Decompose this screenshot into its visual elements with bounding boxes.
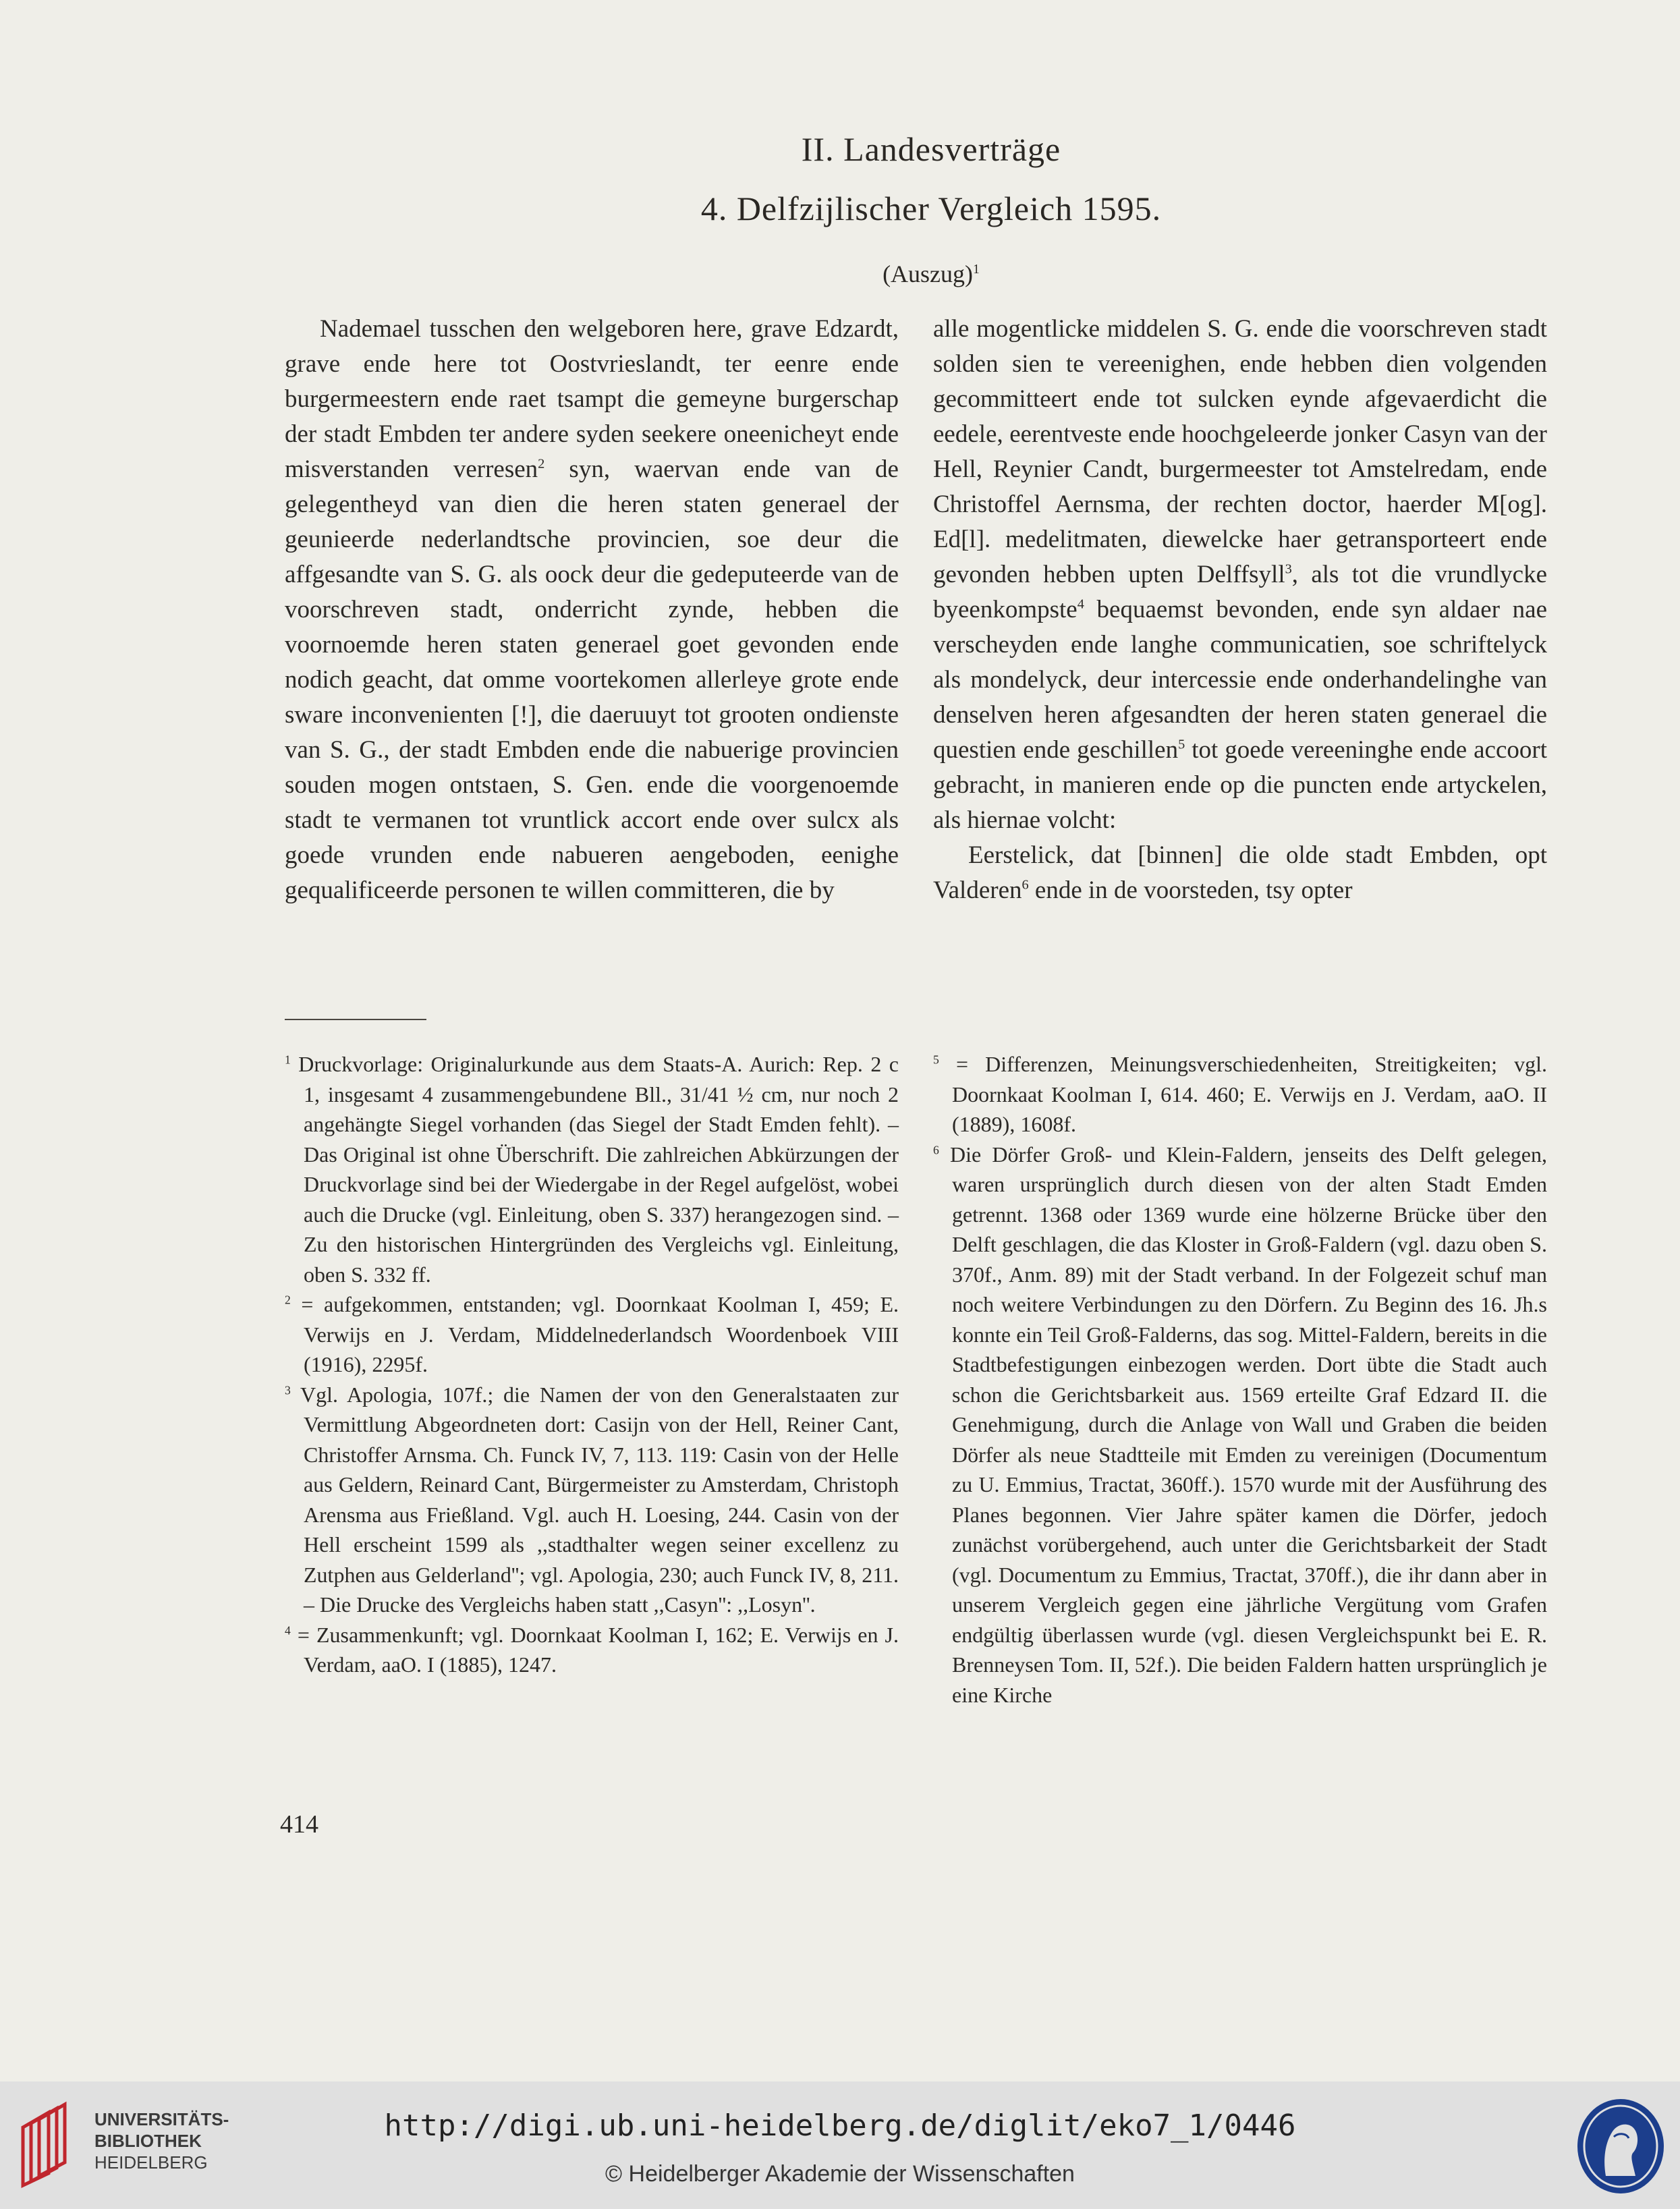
footnote-ref: 4 <box>1077 596 1084 612</box>
body-paragraph <box>933 312 1547 838</box>
body-column-right <box>933 312 1547 908</box>
viewer-footer <box>0 2081 1680 2209</box>
footnote-number: 1 <box>285 1053 291 1067</box>
footnote <box>285 1620 899 1680</box>
footnotes-left <box>285 1049 899 1680</box>
footnote-text: = Zusammenkunft; vgl. Doornkaat Koolman I, 162; E. Verwijs en J. Verdam, aaO. I (1885), 1247. <box>297 1622 899 1677</box>
body-column-left <box>285 312 899 908</box>
footnote-number: 6 <box>933 1142 939 1156</box>
footnote <box>285 1380 899 1620</box>
body-text: syn, waervan ende van de gelegentheyd van dien die heren staten generael der geunieerde nederlandtsche provincien, soe deur die affgesandte van S. G. als oock deur die gedeputeerde van de voorschreven stadt, onderricht zynde, hebben die voornoemde heren staten generael goet gevonden ende nodich geacht, dat omme voortekomen allerleye grote ende sware inconvenienten [!], die daeruuyt tot grooten ondienste van S. G., der stadt Embden ende die nabuerige provincien souden mogen ontstaen, S. Gen. ende die voorgenoemde stadt te vermanen tot vruntlick accort ende over sulcx als goede vrunden ende nabueren aengeboden, eenighe gequalificeerde personen te willen committeren, die by <box>285 455 899 904</box>
body-text: , als tot die vrundlycke byeenkompste <box>933 561 1548 623</box>
excerpt-note <box>695 260 1167 288</box>
excerpt-label: (Auszug) <box>883 260 974 287</box>
footnote-number: 3 <box>285 1382 291 1397</box>
footnote-number: 2 <box>285 1293 291 1307</box>
body-text: bequaemst bevonden, ende syn aldaer nae verscheyden ende langhe communicatien, soe schriftelyck als mondelyck, deur intercessie ende onderhandelinghe van denselven heren afgesandten der heren staten generael die questien ende geschillen <box>933 596 1547 764</box>
footnote-number: 5 <box>933 1053 939 1067</box>
footnote-text: Druckvorlage: Originalurkunde aus dem Staats-A. Aurich: Rep. 2 c 1, insgesamt 4 zusammengebundene Bll., 31/41 ½ cm, nur noch 2 angehängte Siegel vorhanden (das Siegel der Stadt Emden fehlt). – Das Original ist ohne Überschrift. Die zahlreichen Abkürzungen der Druckvorlage sind bei der Wiedergabe in der Regel aufgelöst, wobei auch die Drucke (vgl. Einleitung, oben S. 337) herangezogen sind. – Zu den historischen Hintergründen des Vergleichs vgl. Einleitung, oben S. 332 ff. <box>298 1052 899 1287</box>
body-text: ende in de voorsteden, tsy opter <box>1028 876 1353 904</box>
library-name-line: BIBLIOTHEK <box>94 2131 202 2151</box>
body-text: tot goede vereeninghe ende accoort gebracht, in manieren ende op die puncten ende artyckelen, als hiernae volcht: <box>933 736 1547 834</box>
footnote <box>933 1140 1547 1710</box>
footnote-text: = aufgekommen, entstanden; vgl. Doornkaat Koolman I, 459; E. Verwijs en J. Verdam, Middelnederlandsch Woordenboek VIII (1916), 2295f. <box>301 1292 899 1376</box>
permalink-url[interactable]: http://digi.ub.uni-heidelberg.de/diglit/eko7_1/0446 <box>384 2108 1296 2143</box>
academy-seal-icon[interactable] <box>1573 2096 1668 2196</box>
footnote-text: Vgl. Apologia, 107f.; die Namen der von den Generalstaaten zur Vermittlung Abgeordneten dort: Casijn von der Hell, Reiner Cant, Christoffer Arnsma. Ch. Funck IV, 7, 113. 119: Casin von der Helle aus Geldern, Reinard Cant, Bürgermeister zu Amsterdam, Christoph Arensma aus Frießland. Vgl. auch H. Loesing, 244. Casin von der Hell erscheint 1599 als ,,stadthalter wegen seiner excellenz zu Zutphen aus Gelderland''; vgl. Apologia, 230; auch Funck IV, 8, 211. – Die Drucke des Vergleichs haben statt ,,Casyn'': ,,Losyn''. <box>300 1382 899 1617</box>
part-title: II. Landesverträge <box>801 130 1061 168</box>
footnote <box>285 1289 899 1380</box>
body-text: Nademael tusschen den welgeboren here, grave Edzardt, grave ende here tot Oostvrieslandt, ter eenre ende burgermeestern ende raet tsampt die gemeyne burgerschap der stadt Embden ter andere syden seekere oneenicheyt ende misverstanden verresen <box>285 315 899 483</box>
body-paragraph <box>285 312 899 908</box>
footnote-ref: 6 <box>1021 877 1029 893</box>
body-text: Eerstelick, dat [binnen] die olde stadt Embden, opt Valderen <box>933 841 1547 904</box>
page-number: 414 <box>280 1810 318 1839</box>
document-title: 4. Delfzijlischer Vergleich 1595. <box>700 190 1162 227</box>
footnotes-right <box>933 1049 1547 1710</box>
footnote <box>933 1049 1547 1140</box>
footnote-separator <box>285 1019 426 1020</box>
library-name-line: HEIDELBERG <box>94 2152 208 2173</box>
footnote-ref: 5 <box>1178 737 1185 752</box>
footnote-text: Die Dörfer Groß- und Klein-Faldern, jenseits des Delft gelegen, waren ursprünglich durch diesen von der alten Stadt Emden getrennt. 1368 oder 1369 wurde eine hölzerne Brücke über den Delft geschlagen, die das Kloster in Groß-Faldern (vgl. dazu oben S. 370f., Anm. 89) mit der Stadt verband. In der Folgezeit schuf man noch weitere Verbindungen zu den Dörfern. Zu Beginn des 16. Jh.s konnte ein Teil Groß-Falderns, das sog. Mittel-Faldern, bereits in die Stadtbefestigungen einbezogen werden. Dort übte die Stadt auch schon die Gerichtsbarkeit aus. 1569 erteilte Graf Edzard II. die Genehmigung, durch die Anlage von Wall und Graben die beiden Dörfer als neue Stadtteile mit Emden zu vereinigen (Documentum zu U. Emmius, Tractat, 360ff.). 1570 wurde mit der Ausführung des Planes begonnen. Vier Jahre später kamen die Dörfer, jedoch zunächst vorübergehend, auch unter die Gerichtsbarkeit der Stadt (vgl. Documentum zu Emmius, Tractat, 370ff.), die ihr dann aber in unserem Vergleich gegen eine jährliche Vergütung vom Grafen endgültig überlassen wurde (vgl. diesen Vergleichspunkt bei E. R. Brenneysen Tom. II, 52f.). Die beiden Faldern hatten ursprünglich je eine Kirche <box>950 1142 1548 1707</box>
body-text: alle mogentlicke middelen S. G. ende die voorschreven stadt solden sien te vereenighen, ende hebben dien volgenden gecommitteert ende tot sulcken eynde afgevaerdicht die eedele, eerentveste ende hoochgeleerde jonker Casyn van der Hell, Reynier Candt, burgermeester tot Amstelredam, ende Christoffel Aernsma, der rechten doctor, haerder M[og]. Ed[l]. medelitmaten, diewelcke haer getransporteert ende gevonden hebben upten Delffsyll <box>933 315 1547 588</box>
footnote-ref: 2 <box>538 456 545 472</box>
footnote-number: 4 <box>285 1623 291 1637</box>
footnote <box>285 1049 899 1289</box>
library-name-line: UNIVERSITÄTS- <box>94 2109 229 2129</box>
footnote-text: = Differenzen, Meinungsverschiedenheiten, Streitigkeiten; vgl. Doornkaat Koolman I, 614. 460; E. Verwijs en J. Verdam, aaO. II (1889), 1608f. <box>952 1052 1548 1136</box>
footnote-ref: 3 <box>1285 561 1292 577</box>
body-paragraph <box>933 838 1547 908</box>
footnote-ref: 1 <box>973 262 980 277</box>
copyright-notice: © Heidelberger Akademie der Wissenschaften <box>605 2161 1075 2187</box>
